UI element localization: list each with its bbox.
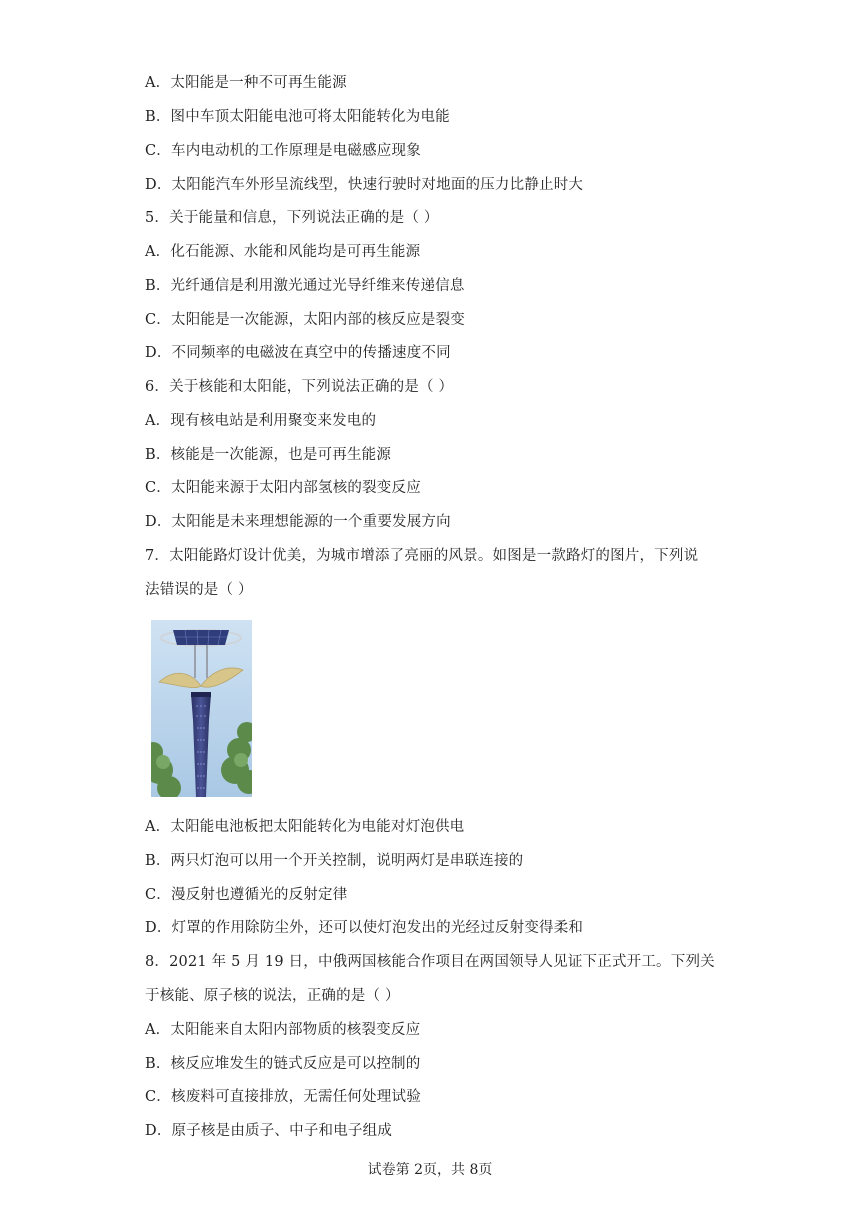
q5-stem: 5．关于能量和信息，下列说法正确的是（ ） (145, 210, 439, 226)
q8-stem-line1: 8．2021 年 5 月 19 日，中俄两国核能合作项目在两国领导人见证下正式开工。下列关 (145, 954, 715, 970)
q8-option-c: C．核废料可直接排放，无需任何处理试验 (145, 1089, 421, 1105)
q7-stem-line1: 7．太阳能路灯设计优美，为城市增添了亮丽的风景。如图是一款路灯的图片，下列说 (145, 548, 699, 564)
q8-stem-line2: 于核能、原子核的说法，正确的是（ ） (145, 988, 400, 1004)
q6-option-d: D．太阳能是未来理想能源的一个重要发展方向 (145, 514, 451, 530)
q5-option-d: D．不同频率的电磁波在真空中的传播速度不同 (145, 345, 451, 361)
q4-option-d: D．太阳能汽车外形呈流线型，快速行驶时对地面的压力比静止时大 (145, 177, 584, 193)
street-lamp-image (151, 620, 252, 797)
q8-option-a: A．太阳能来自太阳内部物质的核裂变反应 (145, 1022, 421, 1038)
q7-option-c: C．漫反射也遵循光的反射定律 (145, 887, 348, 903)
q7-stem-line2: 法错误的是（ ） (145, 582, 253, 598)
q7-option-a: A．太阳能电池板把太阳能转化为电能对灯泡供电 (145, 819, 465, 835)
q8-option-b: B．核反应堆发生的链式反应是可以控制的 (145, 1056, 421, 1072)
q4-option-c: C．车内电动机的工作原理是电磁感应现象 (145, 143, 421, 159)
q6-option-a: A．现有核电站是利用聚变来发电的 (145, 413, 377, 429)
q6-option-c: C．太阳能来源于太阳内部氢核的裂变反应 (145, 480, 421, 496)
q6-stem: 6．关于核能和太阳能，下列说法正确的是（ ） (145, 379, 454, 395)
page-footer: 试卷第 2页，共 8页 (367, 1162, 493, 1178)
q5-option-a: A．化石能源、水能和风能均是可再生能源 (145, 244, 421, 260)
q7-option-b: B．两只灯泡可以用一个开关控制，说明两灯是串联连接的 (145, 853, 524, 869)
q4-option-b: B．图中车顶太阳能电池可将太阳能转化为电能 (145, 109, 450, 125)
q5-option-c: C．太阳能是一次能源，太阳内部的核反应是裂变 (145, 312, 465, 328)
q4-option-a: A．太阳能是一种不可再生能源 (145, 75, 347, 91)
q7-option-d: D．灯罩的作用除防尘外，还可以使灯泡发出的光经过反射变得柔和 (145, 920, 584, 936)
q8-option-d: D．原子核是由质子、中子和电子组成 (145, 1123, 393, 1139)
q5-option-b: B．光纤通信是利用激光通过光导纤维来传递信息 (145, 278, 465, 294)
q6-option-b: B．核能是一次能源，也是可再生能源 (145, 447, 392, 463)
